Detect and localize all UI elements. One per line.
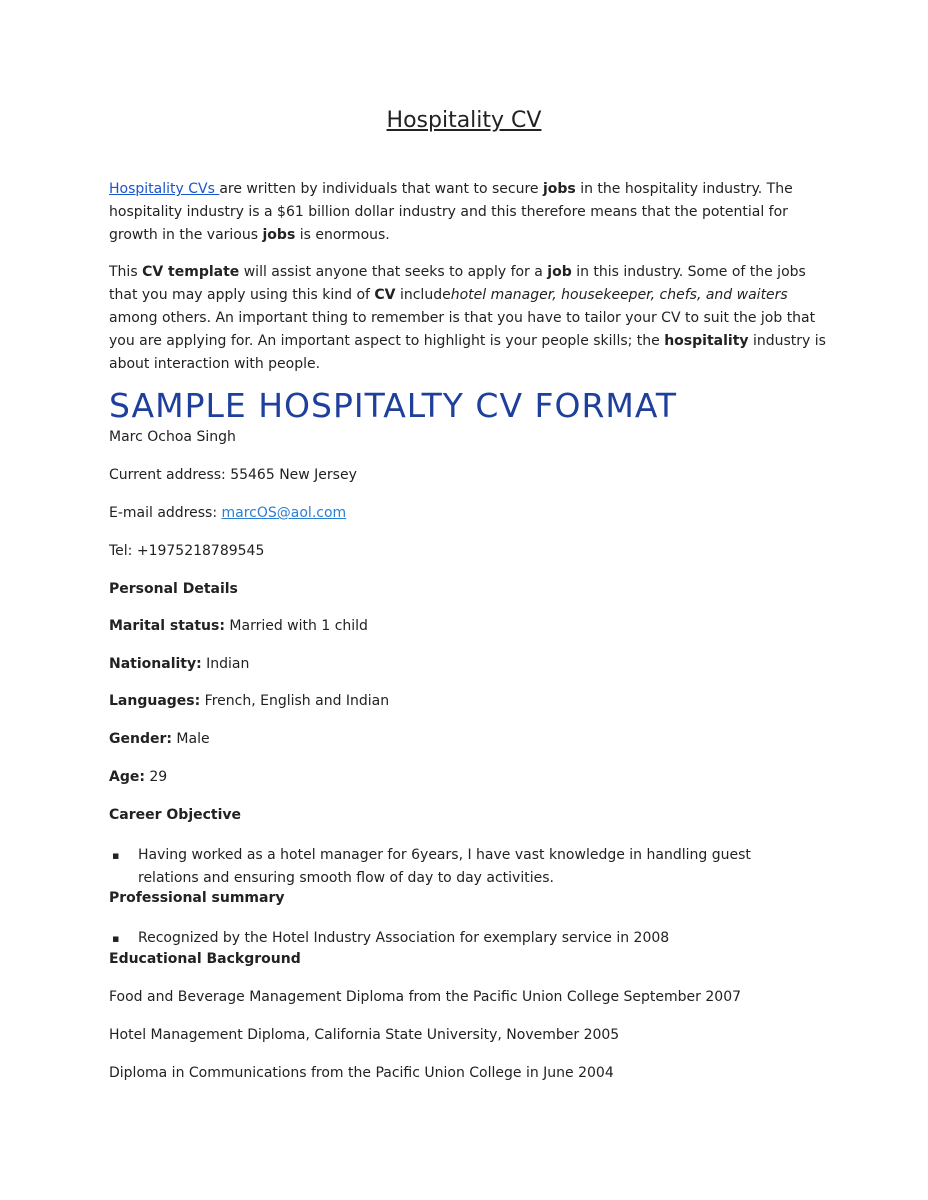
educational-background-heading: Educational Background xyxy=(109,951,301,967)
candidate-name: Marc Ochoa Singh xyxy=(109,429,236,445)
intro-text: in the hospitality industry. The hospitality industry is a $61 billion dollar industry and this therefore means that the potential for growth in the various xyxy=(109,181,793,243)
age-label: Age: xyxy=(109,769,145,785)
intro-italic-jobs-list: hotel manager, housekeeper, chefs, and waiters xyxy=(450,287,788,303)
nationality-line xyxy=(109,655,249,673)
intro-text: industry is about interaction with people. xyxy=(109,333,826,372)
intro-text: among others. An important thing to remember is that you have to tailor your CV to suit the job that you are applying for. An important aspect to highlight is your people skills; the xyxy=(109,310,816,349)
intro-text: in this industry. Some of the jobs that you may apply using this kind of xyxy=(109,264,806,303)
professional-summary-heading: Professional summary xyxy=(109,890,285,906)
intro-bold-cv: CV xyxy=(374,287,396,303)
marital-status-label: Marital status: xyxy=(109,618,225,634)
age-line xyxy=(109,768,167,786)
personal-details-heading: Personal Details xyxy=(109,581,238,597)
bullet-icon: ▪ xyxy=(112,849,120,862)
current-address: Current address: 55465 New Jersey xyxy=(109,467,357,483)
professional-summary-text: Recognized by the Hotel Industry Association for exemplary service in 2008 xyxy=(138,930,670,946)
email-line xyxy=(109,504,346,522)
email-label: E-mail address: xyxy=(109,505,222,521)
intro-text: will assist anyone that seeks to apply for a xyxy=(239,264,548,280)
intro-bold-jobs: jobs xyxy=(542,181,576,197)
bullet-icon: ▪ xyxy=(112,932,120,945)
intro-bold-hospitality: hospitality xyxy=(664,333,749,349)
intro-bold-cv-template: CV template xyxy=(142,264,240,280)
document-title: Hospitality CV xyxy=(386,108,542,133)
intro-text: are written by individuals that want to secure xyxy=(219,181,543,197)
education-item: Food and Beverage Management Diploma from the Pacific Union College September 2007 xyxy=(109,989,742,1005)
intro-bold-jobs: jobs xyxy=(262,227,296,243)
email-link[interactable]: marcOS@aol.com xyxy=(221,505,347,521)
intro-bold-job: job xyxy=(547,264,572,280)
marital-status-value: Married with 1 child xyxy=(224,618,368,634)
hospitality-cvs-link[interactable]: Hospitality CVs xyxy=(109,181,220,197)
intro-text: This xyxy=(109,264,143,280)
education-item: Diploma in Communications from the Pacific Union College in June 2004 xyxy=(109,1065,614,1081)
professional-summary-item xyxy=(109,927,829,950)
gender-label: Gender: xyxy=(109,731,172,747)
career-objective-heading: Career Objective xyxy=(109,807,242,823)
sample-cv-heading: SAMPLE HOSPITALTY CV FORMAT xyxy=(109,386,678,425)
age-value: 29 xyxy=(144,769,168,785)
career-objective-text: Having worked as a hotel manager for 6years, I have vast knowledge in handling guest relations and ensuring smooth flow of day to day activities. xyxy=(138,847,751,886)
languages-value: French, English and Indian xyxy=(200,693,390,709)
intro-text: include xyxy=(395,287,451,303)
education-item: Hotel Management Diploma, California State University, November 2005 xyxy=(109,1027,620,1043)
gender-value: Male xyxy=(171,731,210,747)
nationality-value: Indian xyxy=(201,656,250,672)
career-objective-item xyxy=(109,844,829,890)
marital-status-line xyxy=(109,617,368,635)
languages-label: Languages: xyxy=(109,693,201,709)
intro-text: is enormous. xyxy=(295,227,390,243)
languages-line xyxy=(109,692,389,710)
intro-paragraph-2 xyxy=(109,261,829,376)
telephone: Tel: +1975218789545 xyxy=(109,543,265,559)
nationality-label: Nationality: xyxy=(109,656,202,672)
gender-line xyxy=(109,730,210,748)
intro-paragraph-1 xyxy=(109,178,829,247)
